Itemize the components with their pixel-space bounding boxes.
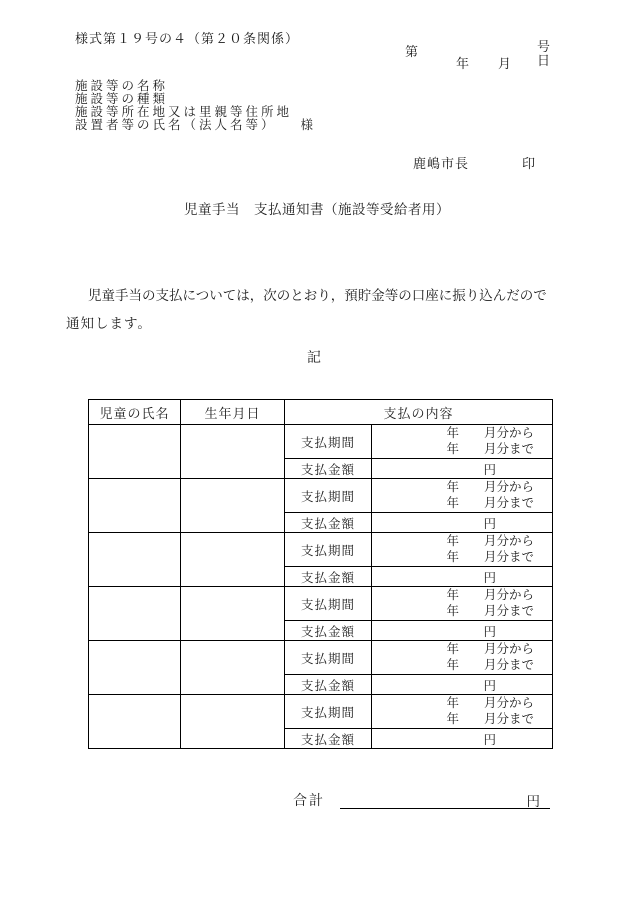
period-to-text: 年 月分まで (446, 603, 535, 618)
payment-amount-value-cell[interactable]: 円 (372, 621, 553, 641)
child-name-cell[interactable] (89, 587, 181, 641)
payment-period-label: 支払期間 (285, 641, 372, 675)
payment-period-value-cell[interactable] (372, 479, 553, 513)
header-child-name: 児童の氏名 (89, 400, 181, 425)
child-name-cell[interactable] (89, 695, 181, 749)
birth-date-cell[interactable] (181, 425, 285, 479)
honorific-sama: 様 (300, 117, 314, 132)
birth-date-cell[interactable] (181, 479, 285, 533)
table-row (89, 425, 553, 459)
addressee-line-facility-address: 施設等所在地又は里親等住所地 (75, 104, 293, 119)
total-unit: 円 (526, 794, 540, 809)
period-to-text: 年 月分まで (446, 549, 535, 564)
payment-amount-label: 支払金額 (285, 729, 372, 749)
period-from-text: 年 月分から (446, 534, 535, 548)
body-line-2: 通知します。 (66, 316, 152, 331)
issuer-name: 鹿嶋市長 (413, 156, 470, 171)
payment-period-value-cell[interactable] (372, 695, 553, 729)
form-number: 様式第１９号の４（第２０条関係） (75, 31, 300, 46)
birth-date-cell[interactable] (181, 533, 285, 587)
seal-mark: 印 (522, 156, 537, 171)
period-to-text: 年 月分まで (446, 711, 535, 726)
header-birth-date: 生年月日 (181, 400, 285, 425)
period-from-text: 年 月分から (446, 642, 535, 656)
payment-amount-label: 支払金額 (285, 459, 372, 479)
payment-period-label: 支払期間 (285, 425, 372, 459)
payment-amount-value-cell[interactable]: 円 (372, 459, 553, 479)
child-name-cell[interactable] (89, 479, 181, 533)
payment-amount-value-cell[interactable]: 円 (372, 513, 553, 533)
addressee-line-facility-name: 施設等の名称 (75, 79, 169, 93)
birth-date-cell[interactable] (181, 641, 285, 695)
document-number-suffix: 号 (537, 39, 551, 54)
payment-period-label: 支払期間 (285, 533, 372, 567)
document-title: 児童手当 支払通知書（施設等受給者用） (184, 202, 450, 217)
payment-amount-label: 支払金額 (285, 513, 372, 533)
payment-amount-value-cell[interactable]: 円 (372, 675, 553, 695)
period-to-text: 年 月分まで (446, 657, 535, 672)
date-year-label: 年 (456, 56, 470, 71)
issuer-line (413, 153, 536, 172)
payment-period-value-cell[interactable] (372, 425, 553, 459)
period-to-text: 年 月分まで (446, 441, 535, 456)
record-mark: 記 (307, 351, 321, 366)
payment-period-value-cell[interactable] (372, 641, 553, 675)
body-line-1: 児童手当の支払については，次のとおり，預貯金等の口座に振り込んだので (88, 288, 547, 303)
addressee-block (75, 80, 313, 132)
period-from-text: 年 月分から (446, 588, 535, 602)
birth-date-cell[interactable] (181, 695, 285, 749)
table-row (89, 587, 553, 621)
period-from-text: 年 月分から (446, 480, 535, 494)
payment-period-value-cell[interactable] (372, 533, 553, 567)
header-payment-content: 支払の内容 (285, 400, 553, 425)
payment-amount-label: 支払金額 (285, 675, 372, 695)
table-row (89, 641, 553, 675)
body-paragraph (66, 282, 571, 338)
period-from-text: 年 月分から (446, 696, 535, 710)
table-row (89, 533, 553, 567)
total-label: 合計 (293, 794, 325, 809)
date-day-label: 日 (537, 53, 551, 68)
payment-table-body (89, 400, 553, 749)
table-header-row (89, 400, 553, 425)
period-from-text: 年 月分から (446, 426, 535, 440)
addressee-line-founder-name: 設置者等の氏名（法人名等） 様 (75, 117, 314, 132)
payment-amount-value-cell[interactable]: 円 (372, 567, 553, 587)
payment-table (88, 399, 553, 749)
child-name-cell[interactable] (89, 425, 181, 479)
payment-period-label: 支払期間 (285, 587, 372, 621)
child-name-cell[interactable] (89, 641, 181, 695)
payment-amount-label: 支払金額 (285, 621, 372, 641)
birth-date-cell[interactable] (181, 587, 285, 641)
document-number-prefix: 第 (405, 44, 419, 59)
payment-period-label: 支払期間 (285, 695, 372, 729)
payment-amount-label: 支払金額 (285, 567, 372, 587)
date-month-label: 月 (498, 56, 512, 71)
payment-amount-value-cell[interactable]: 円 (372, 729, 553, 749)
payment-period-value-cell[interactable] (372, 587, 553, 621)
child-name-cell[interactable] (89, 533, 181, 587)
table-row (89, 479, 553, 513)
period-to-text: 年 月分まで (446, 495, 535, 510)
total-blank-underline[interactable] (340, 790, 550, 809)
payment-period-label: 支払期間 (285, 479, 372, 513)
addressee-line-facility-type: 施設等の種類 (75, 91, 169, 106)
table-row (89, 695, 553, 729)
